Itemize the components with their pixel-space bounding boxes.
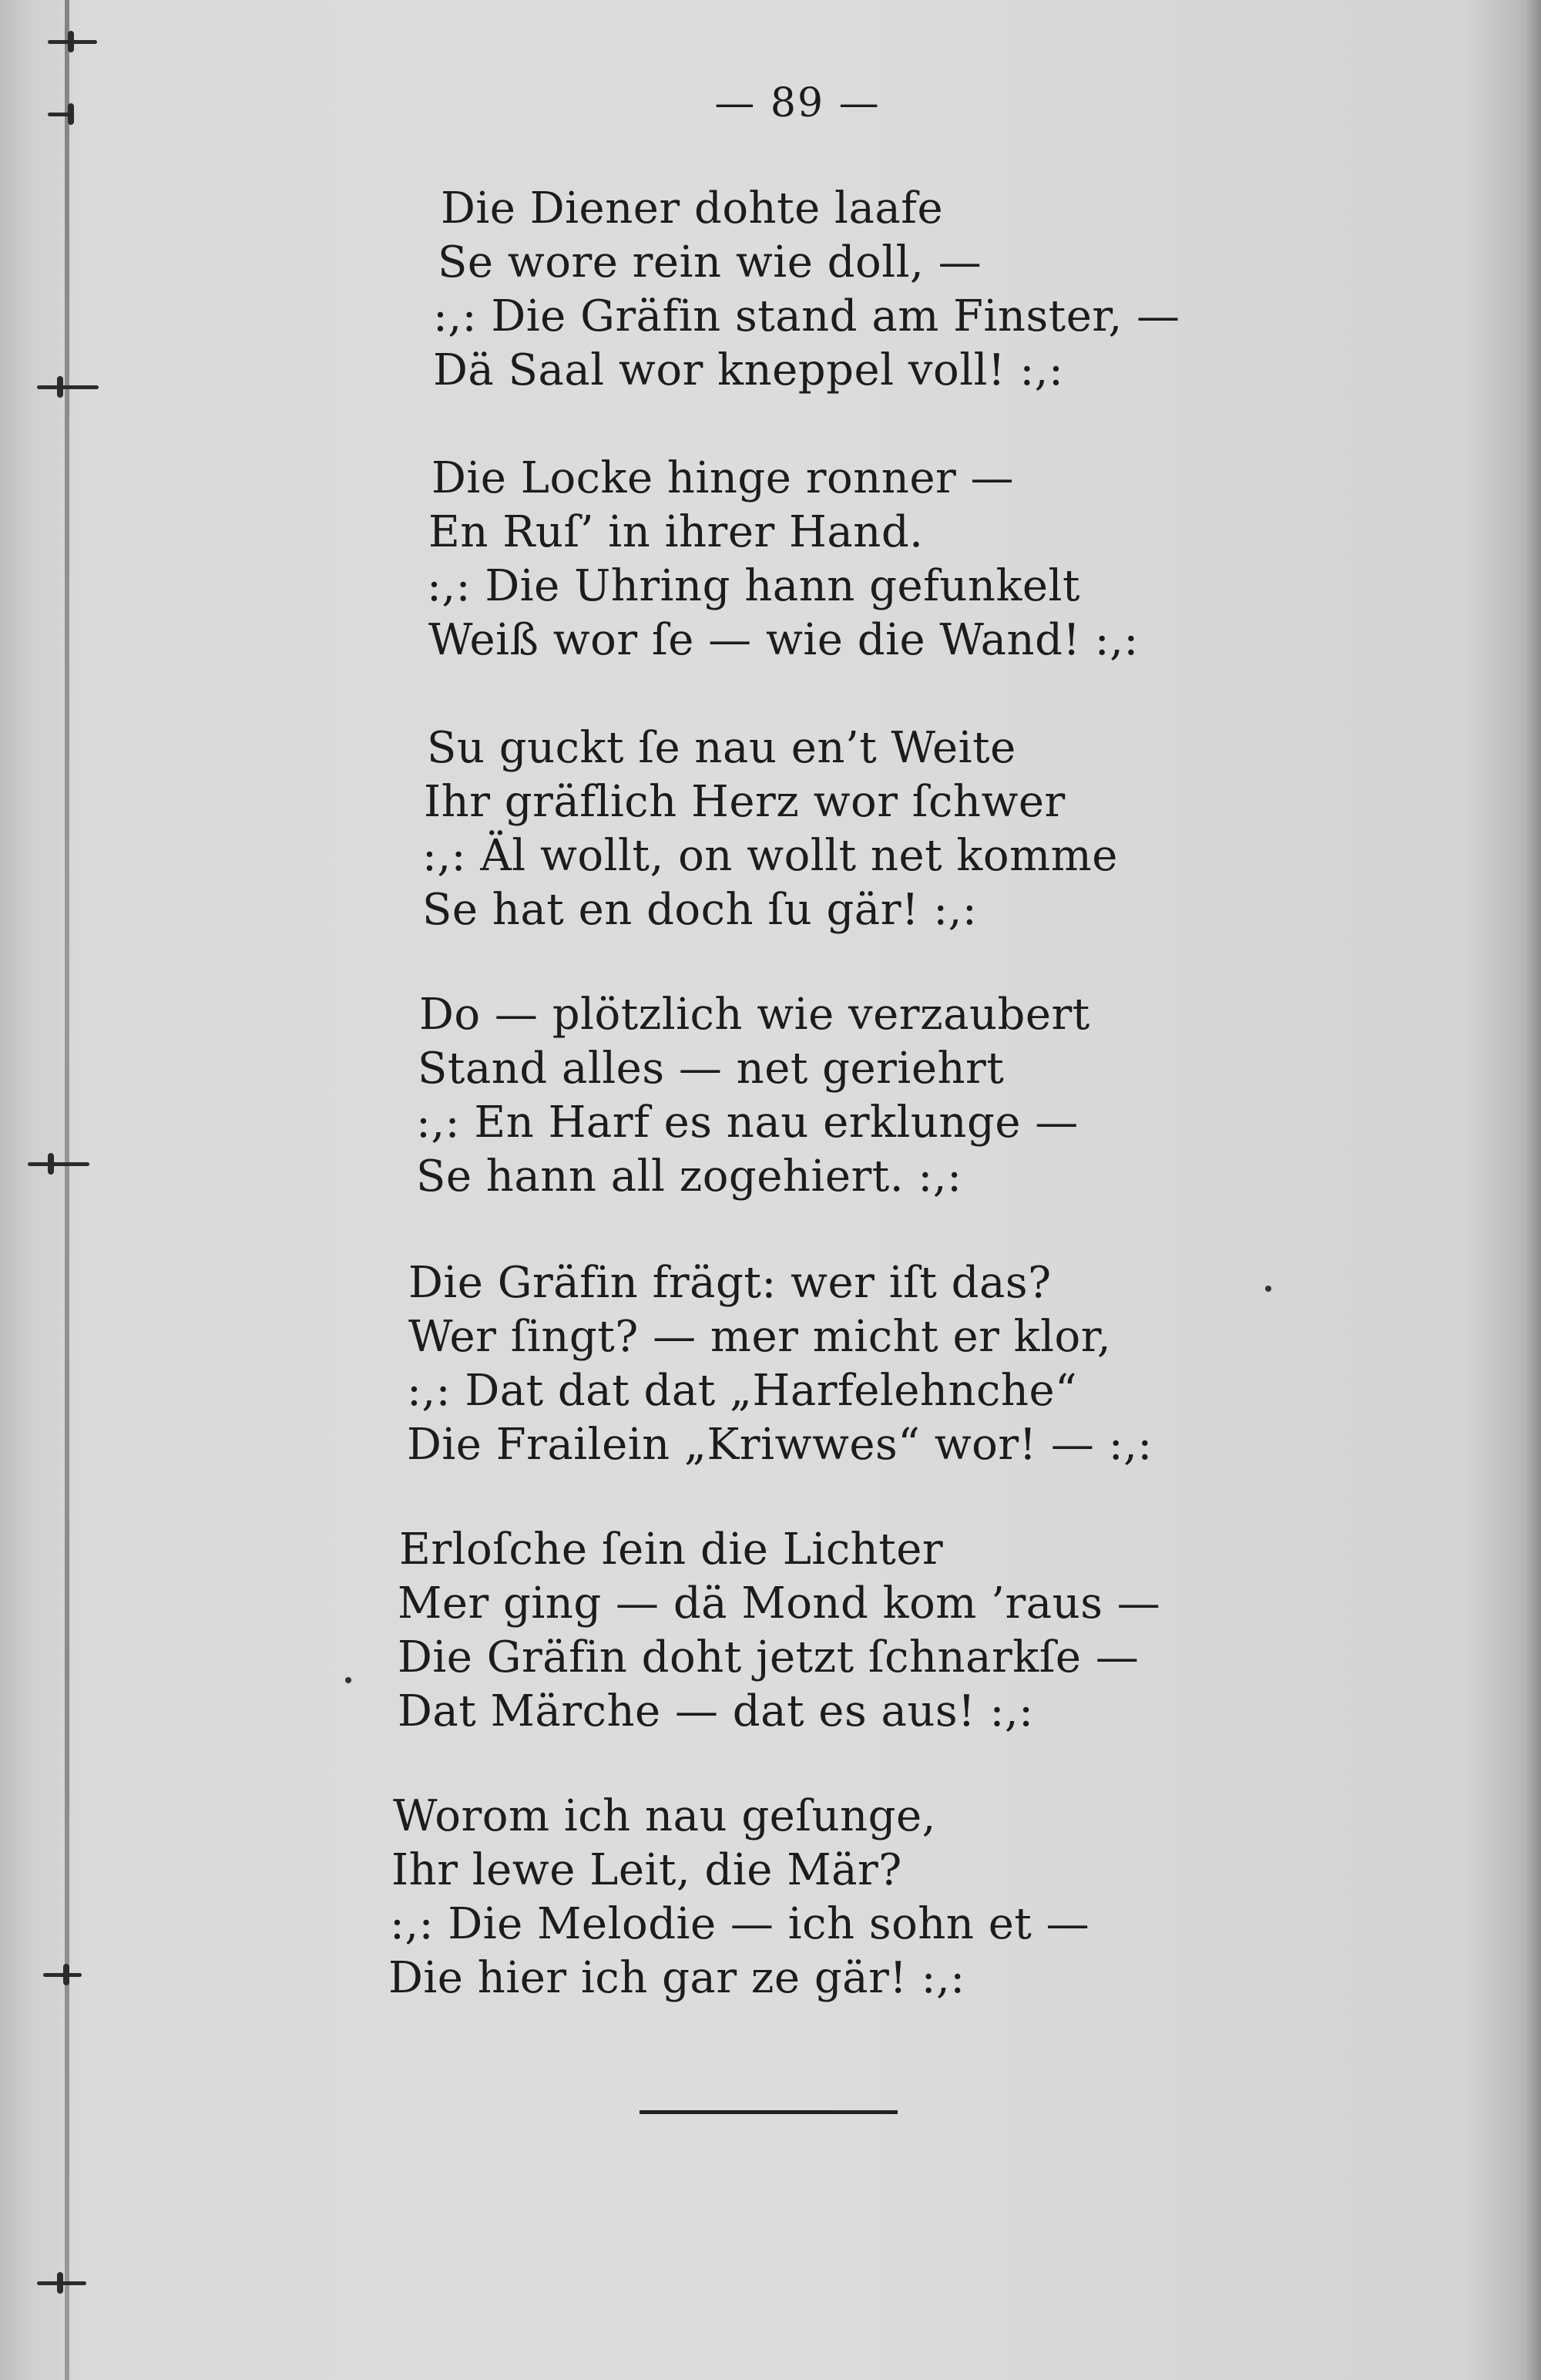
poem-line: :,: Die Melodie — ich sohn et — [390, 1899, 1090, 1949]
poem-line: Ihr gräflich Herz wor ſchwer [424, 777, 1066, 827]
poem-line: Stand alles — net geriehrt [418, 1044, 1005, 1094]
poem-line: Die Diener dohte laafe [441, 183, 944, 234]
page-number: — 89 — [714, 80, 881, 126]
poem-line: Erloſche ſein die Lichter [399, 1524, 944, 1575]
poem-line: Se wore rein wie doll, — [438, 237, 982, 287]
poem-line: Mer ging — dä Mond kom ’raus — [398, 1578, 1161, 1629]
poem-line: Ihr lewe Leit, die Mär? [391, 1845, 902, 1895]
poem-line: :,: Die Uhring hann gefunkelt [427, 561, 1080, 611]
poem-line: Se hann all zogehiert. :,: [416, 1151, 962, 1202]
poem-line: Weiß wor ſe — wie die Wand! :,: [428, 615, 1139, 665]
poem-line: Wer ſingt? — mer micht er klor, [408, 1312, 1112, 1362]
poem-line: Die hier ich gar ze gär! :,: [388, 1953, 965, 2003]
poem-line: Die Locke hinge ronner — [431, 453, 1015, 503]
poem-line: Die Frailein „Kriwwes“ wor! — :,: [407, 1420, 1153, 1470]
poem-line: Do — plötzlich wie verzaubert [419, 990, 1090, 1040]
poem-line: Worom ich nau geſunge, [393, 1791, 936, 1841]
poem-line: Se hat en doch ſu gär! :,: [422, 885, 978, 935]
poem-line: :,: Dat dat dat „Harfelehnche“ [407, 1366, 1078, 1416]
end-rule [640, 2110, 898, 2114]
poem-line: :,: Die Gräfin stand am Finster, — [433, 291, 1180, 341]
poem-line: Die Gräfin doht jetzt ſchnarkſe — [398, 1632, 1140, 1682]
poem-line: Dat Märche — dat es aus! :,: [398, 1686, 1034, 1736]
poem-line: Su guckt ſe nau en’t Weite [427, 723, 1016, 773]
poem-line: En Ruſ’ in ihrer Hand. [428, 507, 924, 557]
poem-line: Dä Saal wor kneppel voll! :,: [433, 345, 1064, 395]
poem-line: :,: En Harf es nau erklunge — [416, 1098, 1079, 1148]
poem-line: :,: Äl wollt, on wollt net komme [422, 831, 1118, 881]
poem-line: Die Gräfin frägt: wer iſt das? [408, 1258, 1052, 1308]
